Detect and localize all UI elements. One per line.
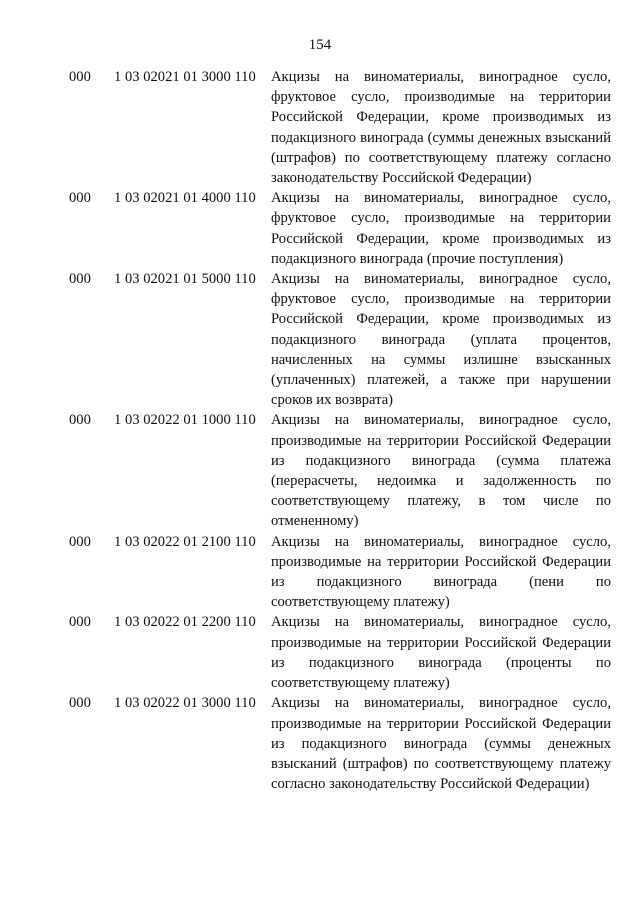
budget-classification-code: 1 03 02021 01 4000 110 [114,190,256,207]
income-description: Акцизы на виноматериалы, виноградное сусло, производимые на территории Российской Федерации из подакцизного винограда (суммы денежных взысканий (штрафов) по соответствующему платежу согласно законодательству Российской Федерации) [271,695,611,793]
income-description: Акцизы на виноматериалы, виноградное сусло, фруктовое сусло, производимые на территории Российской Федерации, кроме производимых из подакцизного винограда (суммы денежных взысканий (штрафов) по соответствующему платежу согласно законодательству Российской Федерации) [271,69,611,187]
income-description: Акцизы на виноматериалы, виноградное сусло, производимые на территории Российской Федерации из подакцизного винограда (пени по соответствующему платежу) [271,533,611,611]
budget-classification-code: 1 03 02022 01 3000 110 [114,695,256,712]
table-row [0,693,640,794]
table-row [0,532,640,613]
income-description: Акцизы на виноматериалы, виноградное сусло, фруктовое сусло, производимые на территории Российской Федерации, кроме производимых из подакцизного винограда (прочие поступления) [271,190,611,267]
admin-code: 000 [69,69,91,85]
table-row [0,188,640,269]
page-number: 154 [308,37,332,53]
table-row [0,410,640,531]
budget-classification-code: 1 03 02022 01 2100 110 [114,533,256,550]
admin-code: 000 [69,614,91,631]
admin-code: 000 [69,533,91,550]
income-description: Акцизы на виноматериалы, виноградное сусло, производимые на территории Российской Федерации из подакцизного винограда (сумма платежа (перерасчеты, недоимка и задолженность по соответствующему платежу, в том числе по отмененному) [271,412,611,530]
budget-classification-code: 1 03 02022 01 2200 110 [114,614,256,631]
table-row [0,612,640,693]
income-description: Акцизы на виноматериалы, виноградное сусло, производимые на территории Российской Федерации из подакцизного винограда (проценты по соответствующему платежу) [271,614,611,692]
budget-classification-code: 1 03 02021 01 3000 110 [114,69,256,85]
budget-classification-code: 1 03 02021 01 5000 110 [114,271,256,288]
admin-code: 000 [69,412,91,429]
table-row [0,269,640,410]
income-description: Акцизы на виноматериалы, виноградное сусло, фруктовое сусло, производимые на территории Российской Федерации, кроме производимых из подакцизного винограда (уплата процентов, начисленных на суммы излишне взысканных (уплаченных) платежей, а также при нарушении сроков их возврата) [271,271,611,409]
admin-code: 000 [69,190,91,207]
admin-code: 000 [69,271,91,288]
table-row [0,67,640,188]
budget-classification-code: 1 03 02022 01 1000 110 [114,412,256,429]
budget-codes-table [0,67,640,794]
admin-code: 000 [69,695,91,712]
